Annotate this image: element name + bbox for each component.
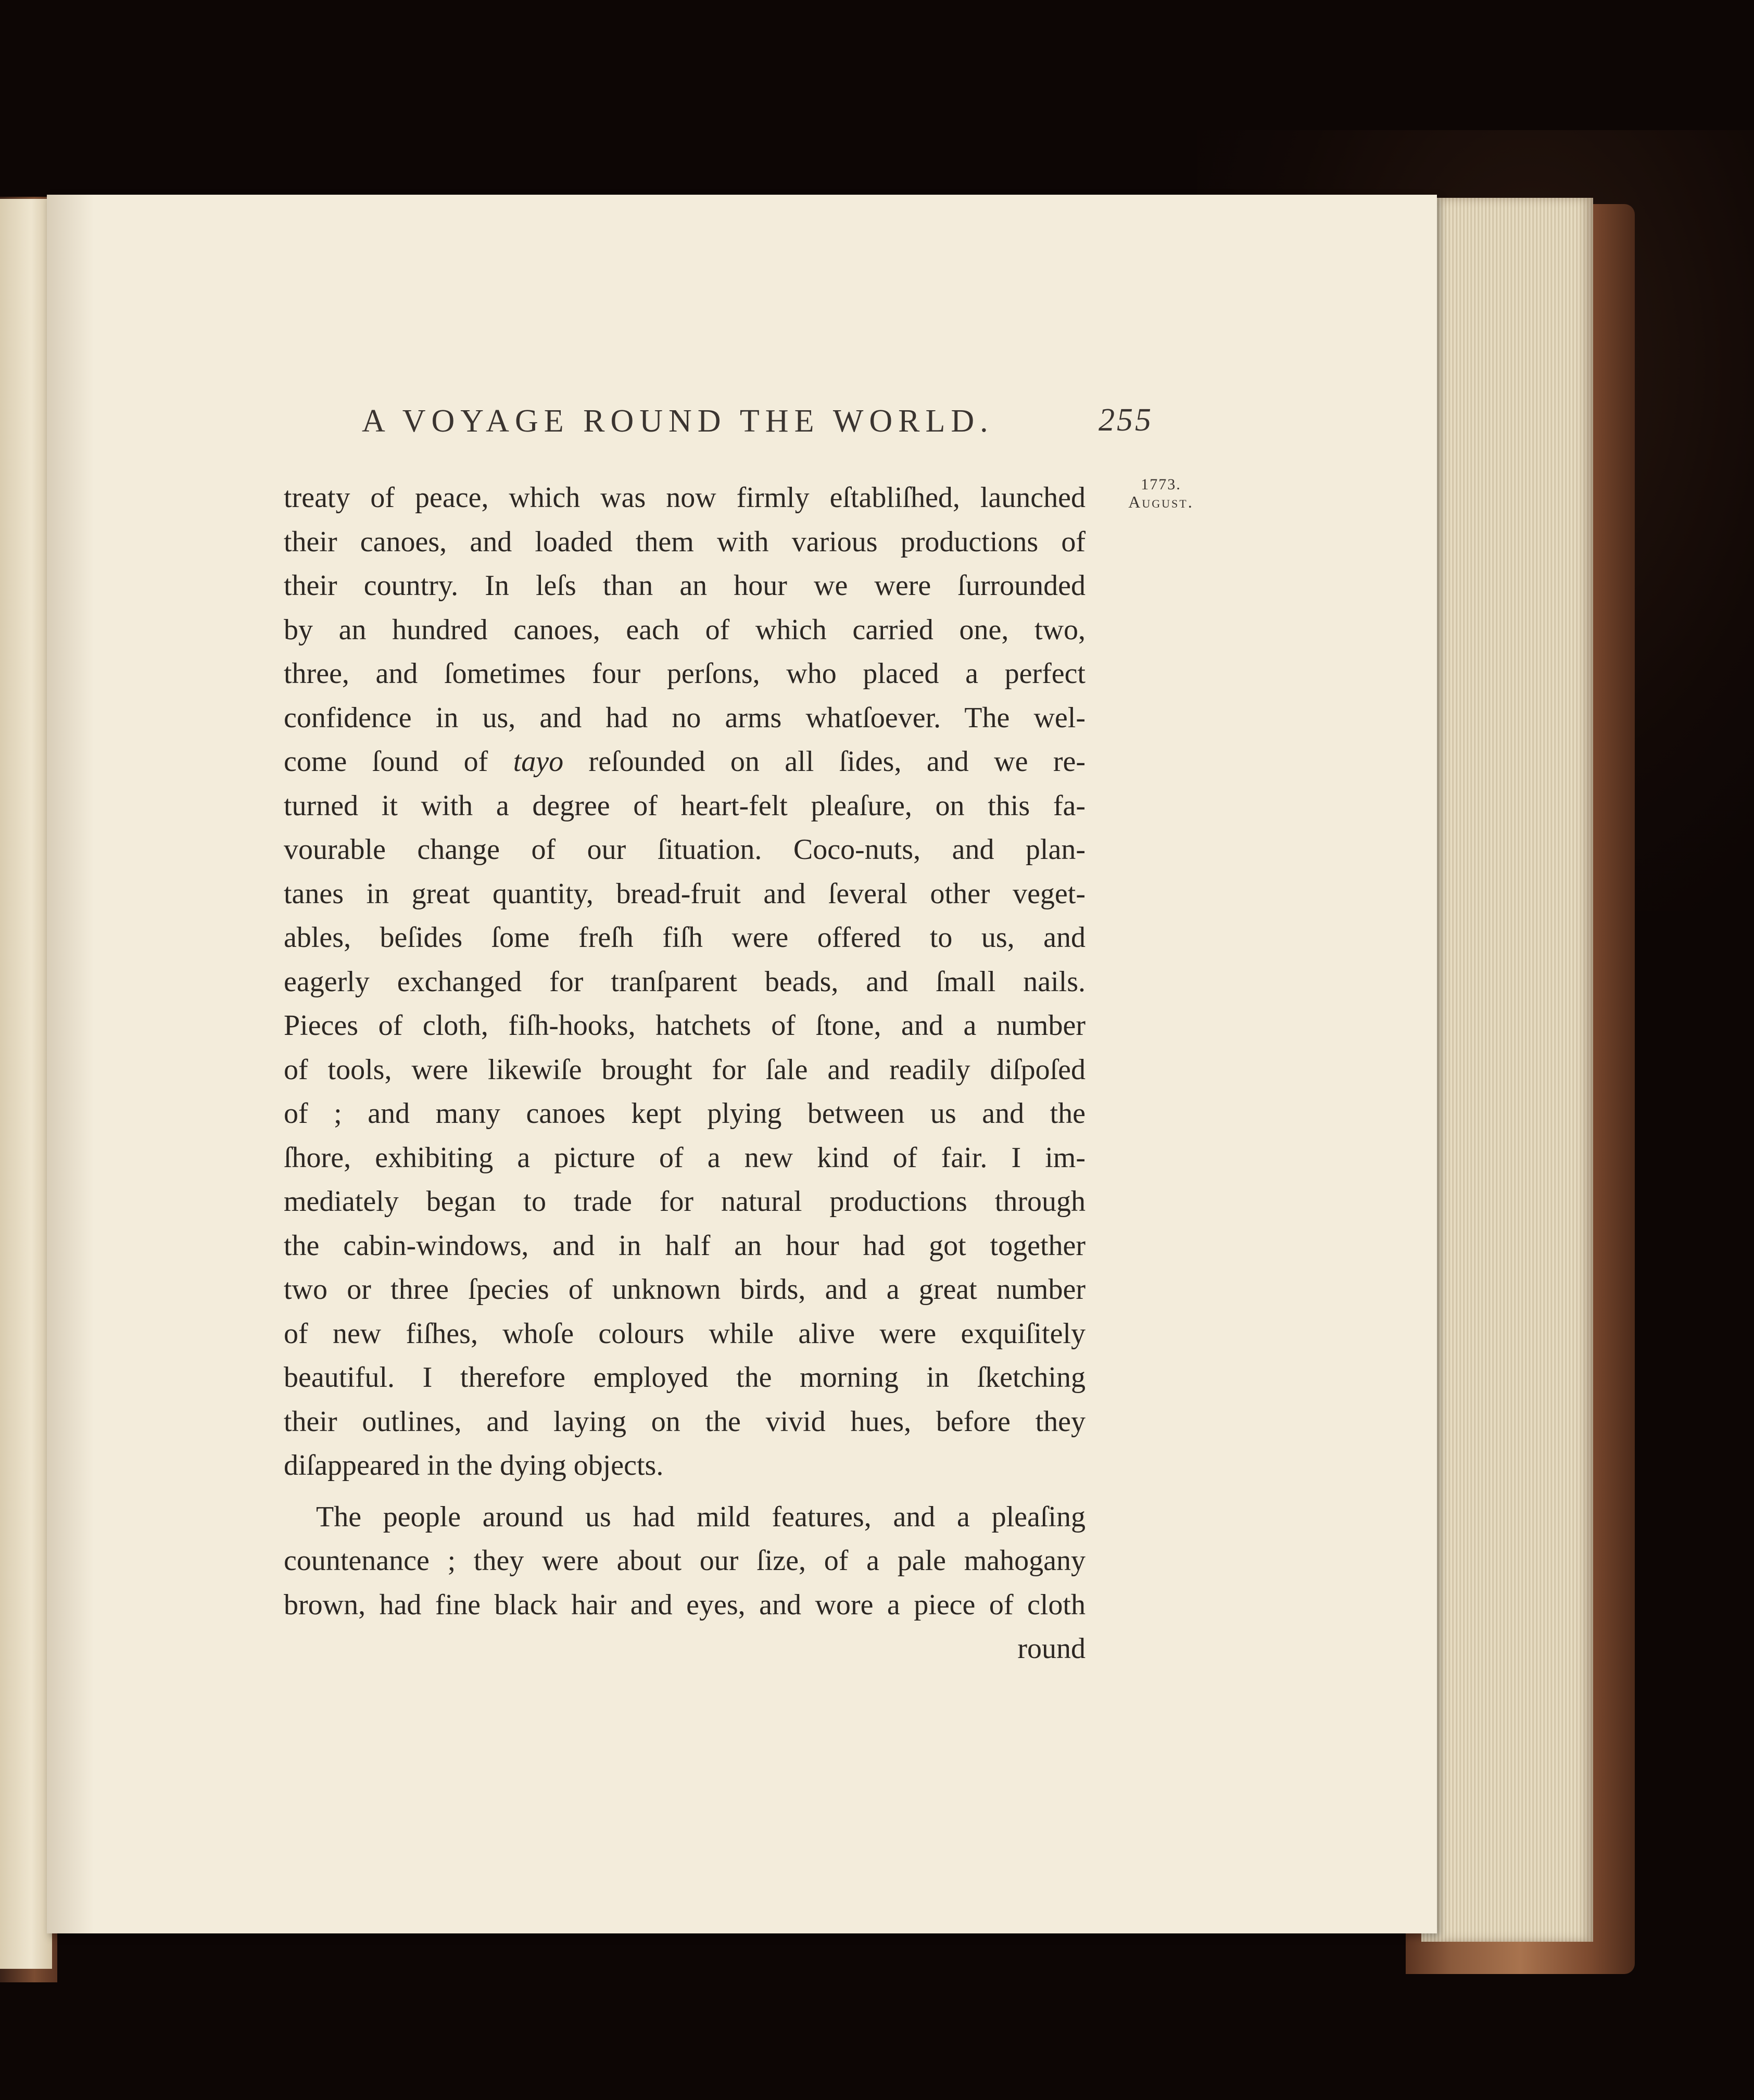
text-line: diſappeared in the dying objects.	[284, 1449, 664, 1482]
text-line: vourable change of our ſituation. Coco-nuts, and plan-	[284, 833, 1086, 866]
text-line: come ſound of tayo reſounded on all ſides, and we re-	[284, 745, 1086, 778]
catchword: round	[1017, 1633, 1086, 1665]
text-line: confidence in us, and had no arms whatſoever. The wel-	[284, 701, 1086, 734]
text-line: treaty of peace, which was now firmly eſtabliſhed, launched	[284, 482, 1086, 514]
paragraph	[284, 1495, 1086, 1627]
text-line: turned it with a degree of heart-felt pleaſure, on this fa-	[284, 789, 1086, 822]
body-text	[284, 476, 1086, 1671]
text-line: two or three ſpecies of unknown birds, and a great number	[284, 1273, 1086, 1306]
page-edges	[1421, 198, 1593, 1942]
text-line: their outlines, and laying on the vivid hues, before they	[284, 1405, 1086, 1438]
paragraph	[284, 476, 1086, 1488]
text-line: tanes in great quantity, bread-fruit and ſeveral other veget-	[284, 877, 1086, 910]
text-line: ables, beſides ſome freſh fiſh were offered to us, and	[284, 921, 1086, 954]
text-line: of new fiſhes, whoſe colours while alive were exquiſitely	[284, 1317, 1086, 1350]
text-line: Pieces of cloth, fiſh-hooks, hatchets of ſtone, and a number	[284, 1009, 1086, 1042]
text-line: by an hundred canoes, each of which carried one, two,	[284, 613, 1086, 646]
margin-note	[1109, 476, 1213, 511]
page-number: 255	[1099, 402, 1153, 438]
text-line: brown, had fine black hair and eyes, and wore a piece of cloth	[284, 1588, 1086, 1621]
text-line: The people around us had mild features, and a pleaſing	[316, 1500, 1086, 1533]
book	[0, 187, 1635, 1989]
text-line: their canoes, and loaded them with various productions of	[284, 525, 1086, 558]
text-line: three, and ſometimes four perſons, who placed a perfect	[284, 657, 1086, 690]
text-line: their country. In leſs than an hour we were ſurrounded	[284, 570, 1086, 602]
running-head: A VOYAGE ROUND THE WORLD.	[362, 403, 994, 439]
text-line: ſhore, exhibiting a picture of a new kind of fair. I im-	[284, 1141, 1086, 1174]
text-line: the cabin-windows, and in half an hour had got together	[284, 1229, 1086, 1262]
right-page	[47, 195, 1437, 1933]
text-line: beautiful. I therefore employed the morning in ſketching	[284, 1361, 1086, 1394]
text-line: countenance ; they were about our ſize, of a pale mahogany	[284, 1545, 1086, 1577]
margin-note-month: August.	[1128, 492, 1194, 511]
text-line: of ; and many canoes kept plying between us and the	[284, 1097, 1086, 1130]
text-line: of tools, were likewiſe brought for ſale and readily diſpoſed	[284, 1053, 1086, 1086]
text-line: mediately began to trade for natural productions through	[284, 1185, 1086, 1218]
margin-note-year: 1773.	[1141, 476, 1181, 493]
text-line: eagerly exchanged for tranſparent beads, and ſmall nails.	[284, 965, 1086, 998]
left-page-sliver	[0, 199, 52, 1969]
